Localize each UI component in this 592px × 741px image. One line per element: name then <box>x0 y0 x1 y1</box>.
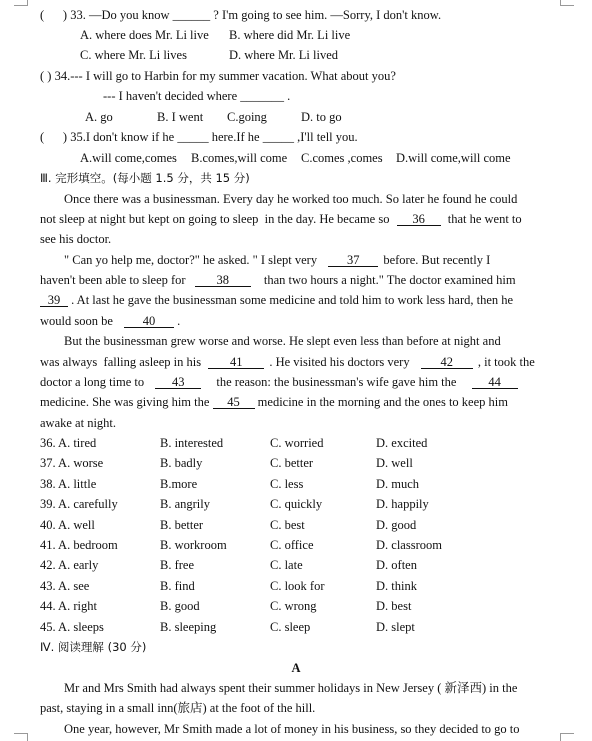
cloze-text: . At last he gave the businessman some medicine and told him to work less hard, then he <box>71 293 514 307</box>
cloze-blank-38: 38 <box>195 274 251 287</box>
cloze-blank-43: 43 <box>155 376 201 389</box>
cloze-blank-42: 42 <box>421 356 473 369</box>
cloze-option-44-a: 44. A. right <box>40 599 97 613</box>
cloze-option-36-a: 36. A. tired <box>40 436 97 450</box>
cloze-option-44-d: D. best <box>376 599 412 613</box>
question-35-option-c: C.comes ,comes <box>301 151 383 165</box>
crop-mark-bottom-left <box>14 733 28 741</box>
cloze-blank-36: 36 <box>397 213 441 226</box>
question-34-option-d: D. to go <box>301 110 342 124</box>
question-34-reply-text: --- I haven't decided where <box>103 89 238 103</box>
cloze-p2-line2 <box>40 273 516 287</box>
cloze-option-45-c: C. sleep <box>270 620 311 634</box>
cloze-option-40-c: C. best <box>270 518 305 532</box>
cloze-text: haven't been able to sleep for <box>40 273 186 287</box>
cloze-text: not sleep at night but kept on going to sleep in the day. He became so <box>40 212 390 226</box>
question-33-stem: ( ) 33. —Do you know <box>40 8 170 22</box>
question-33-blank: ______ <box>172 8 211 22</box>
cloze-option-45-d: D. slept <box>376 620 415 634</box>
question-35-stem: ( ) 35.I don't know if he <box>40 130 175 144</box>
cloze-option-37-c: C. better <box>270 456 314 470</box>
question-33-stem-rest: ? I'm going to see him. —Sorry, I don't know. <box>213 8 442 22</box>
cloze-text: would soon be <box>40 314 113 328</box>
question-35-blank-2: _____ <box>262 130 294 144</box>
reading-p1-line2: past, staying in a small inn(旅店) at the foot of the hill. <box>40 701 316 715</box>
cloze-text: doctor a long time to <box>40 375 145 389</box>
cloze-option-37-b: B. badly <box>160 456 203 470</box>
cloze-option-43-a: 43. A. see <box>40 579 90 593</box>
question-34-reply <box>103 89 290 103</box>
cloze-option-36-b: B. interested <box>160 436 224 450</box>
cloze-option-37-d: D. well <box>376 456 413 470</box>
cloze-option-43-d: D. think <box>376 579 417 593</box>
cloze-option-42-a: 42. A. early <box>40 558 99 572</box>
cloze-option-40-a: 40. A. well <box>40 518 95 532</box>
question-33-option-d: D. where Mr. Li lived <box>229 48 339 62</box>
question-35-option-d: D.will come,will come <box>396 151 511 165</box>
cloze-text: before. But recently I <box>383 253 491 267</box>
question-33 <box>40 8 441 22</box>
cloze-option-44-b: B. good <box>160 599 200 613</box>
cloze-p2-line1 <box>64 253 490 267</box>
question-35 <box>40 130 358 144</box>
question-33-option-a: A. where does Mr. Li live <box>80 28 209 42</box>
cloze-text: " Can yo help me, doctor?" he asked. " I slept very <box>64 253 318 267</box>
cloze-text: the reason: the businessman's wife gave him the <box>216 375 457 389</box>
cloze-blank-40: 40 <box>124 315 174 328</box>
cloze-text: , it took the <box>477 355 535 369</box>
cloze-option-42-b: B. free <box>160 558 195 572</box>
question-34-reply-end: . <box>287 89 291 103</box>
cloze-option-38-d: D. much <box>376 477 420 491</box>
question-35-option-b: B.comes,will come <box>191 151 288 165</box>
question-34-option-b: B. I went <box>157 110 204 124</box>
cloze-p3-line4 <box>40 395 508 409</box>
reading-p2-line1: One year, however, Mr Smith made a lot of money in his business, so they decided to go to <box>64 722 520 736</box>
cloze-p2-line4 <box>40 314 180 328</box>
cloze-option-45-a: 45. A. sleeps <box>40 620 104 634</box>
cloze-p1-line2 <box>40 212 522 226</box>
cloze-option-41-d: D. classroom <box>376 538 442 552</box>
question-35-stem-mid: here.If he <box>211 130 260 144</box>
question-33-option-b: B. where did Mr. Li live <box>229 28 351 42</box>
cloze-option-45-b: B. sleeping <box>160 620 217 634</box>
cloze-option-39-b: B. angrily <box>160 497 210 511</box>
cloze-p2-line3 <box>40 293 513 307</box>
question-34-blank: _______ <box>240 89 284 103</box>
question-33-option-c: C. where Mr. Li lives <box>80 48 187 62</box>
crop-mark-bottom-right <box>560 733 574 741</box>
cloze-p1-line3: see his doctor. <box>40 232 112 246</box>
cloze-p3-line2 <box>40 355 535 369</box>
cloze-option-41-b: B. workroom <box>160 538 227 552</box>
cloze-p1-line1: Once there was a businessman. Every day he worked too much. So later he found he could <box>64 192 518 206</box>
cloze-option-38-c: C. less <box>270 477 304 491</box>
cloze-option-44-c: C. wrong <box>270 599 317 613</box>
cloze-blank-44: 44 <box>472 376 518 389</box>
cloze-option-43-b: B. find <box>160 579 195 593</box>
cloze-blank-37: 37 <box>328 254 378 267</box>
cloze-option-38-b: B.more <box>160 477 198 491</box>
cloze-p3-line5: awake at night. <box>40 416 117 430</box>
cloze-option-43-c: C. look for <box>270 579 325 593</box>
cloze-option-36-d: D. excited <box>376 436 428 450</box>
cloze-text: . <box>177 314 181 328</box>
cloze-text: medicine. She was giving him the <box>40 395 210 409</box>
cloze-option-41-a: 41. A. bedroom <box>40 538 118 552</box>
cloze-blank-41: 41 <box>208 356 264 369</box>
cloze-option-37-a: 37. A. worse <box>40 456 104 470</box>
cloze-option-39-d: D. happily <box>376 497 429 511</box>
cloze-text: than two hours a night." The doctor examined him <box>263 273 516 287</box>
question-35-option-a: A.will come,comes <box>80 151 177 165</box>
cloze-text: medicine in the morning and the ones to keep him <box>257 395 508 409</box>
cloze-p3-line1: But the businessman grew worse and worse. He slept even less than before at night and <box>64 334 501 348</box>
question-34-option-a: A. go <box>85 110 113 124</box>
question-34-stem: ( ) 34.--- I will go to Harbin for my summer vacation. What about you? <box>40 69 396 83</box>
passage-label: A <box>291 661 301 675</box>
section-4-heading: Ⅳ. 阅读理解 (30 分) <box>40 640 147 654</box>
crop-mark-top-left <box>14 0 28 6</box>
question-34-option-c: C.going <box>227 110 267 124</box>
cloze-option-40-b: B. better <box>160 518 204 532</box>
cloze-option-38-a: 38. A. little <box>40 477 97 491</box>
cloze-option-39-a: 39. A. carefully <box>40 497 118 511</box>
cloze-p3-line3 <box>40 375 518 389</box>
cloze-text: was always falling asleep in his <box>40 355 202 369</box>
cloze-blank-45: 45 <box>213 396 255 409</box>
cloze-text: that he went to <box>447 212 522 226</box>
question-35-blank-1: _____ <box>177 130 209 144</box>
cloze-option-40-d: D. good <box>376 518 417 532</box>
cloze-text: . He visited his doctors very <box>269 355 410 369</box>
reading-p1-line1: Mr and Mrs Smith had always spent their summer holidays in New Jersey ( 新泽西) in the <box>64 681 518 695</box>
cloze-blank-39: 39 <box>40 294 68 307</box>
cloze-option-36-c: C. worried <box>270 436 324 450</box>
crop-mark-top-right <box>560 0 574 6</box>
cloze-option-42-c: C. late <box>270 558 303 572</box>
section-3-heading: Ⅲ. 完形填空。(每小题 1.5 分，共 15 分) <box>40 171 250 185</box>
cloze-option-42-d: D. often <box>376 558 417 572</box>
cloze-option-41-c: C. office <box>270 538 314 552</box>
cloze-option-39-c: C. quickly <box>270 497 323 511</box>
question-35-stem-rest: ,I'll tell you. <box>297 130 358 144</box>
